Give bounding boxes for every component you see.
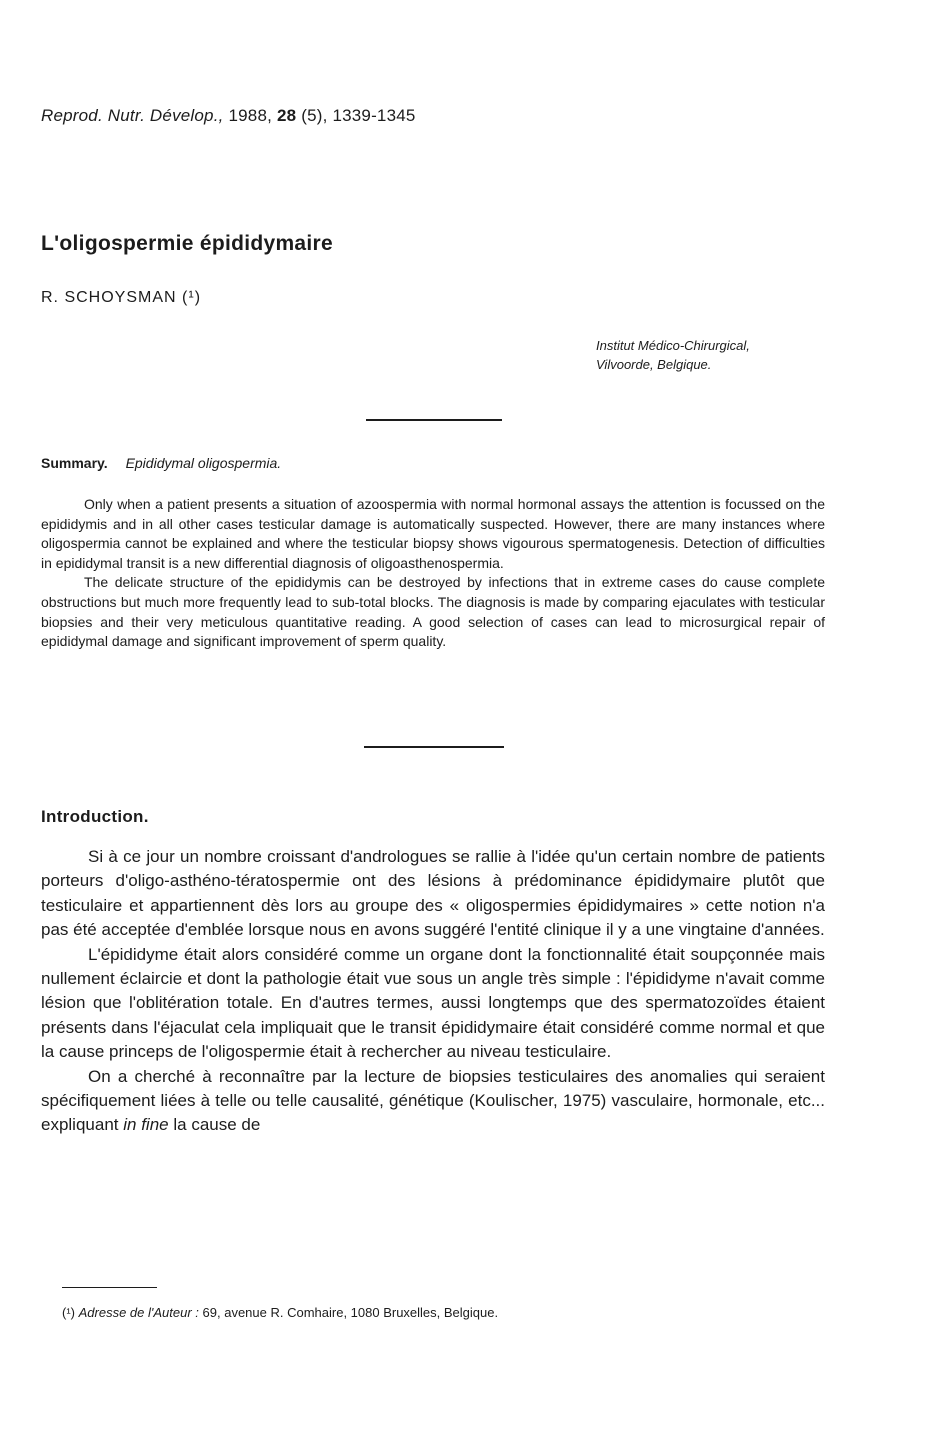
summary-paragraph-2: The delicate structure of the epididymis can be destroyed by infections that in extreme cases do cause complete obstructions but much more frequently lead to sub-total blocks. The diagnosis is made by comparing ejaculates with testicular biopsies and their very meticulous quantitative reading. A good selection of cases can lead to microsurgical repair of epididymal damage and significant improvement of sperm quality. [41,574,825,650]
introduction-body [41,845,825,1138]
footnote-label: Adresse de l'Auteur : [78,1305,199,1320]
introduction-paragraph-3-start: On a cherché à reconnaître par la lecture de biopsies testiculaires des anomalies qui seraient spécifiquement liées à telle ou telle causalité, génétique (Koulischer, 1975) vasculaire, hormonale, etc... expliquant [41,1066,825,1135]
introduction-heading: Introduction. [41,807,149,826]
affiliation-line-2: Vilvoorde, Belgique. [596,357,712,372]
affiliation-line-1: Institut Médico-Chirurgical, [596,338,750,353]
introduction-paragraph-3-italic: in fine [123,1115,169,1135]
footnote-rule [62,1287,157,1288]
journal-year: 1988, [228,106,273,125]
journal-name: Reprod. Nutr. Dévelop., [41,106,224,125]
introduction-paragraph-3-end: la cause de [173,1115,261,1135]
author-affiliation [596,336,750,374]
introduction-paragraph-3 [41,1065,825,1138]
summary-label: Summary. [41,455,108,471]
footnote-text: 69, avenue R. Comhaire, 1080 Bruxelles, Belgique. [202,1305,499,1320]
section-divider [364,746,504,748]
introduction-paragraph-1: Si à ce jour un nombre croissant d'andrologues se rallie à l'idée qu'un certain nombre de patients porteurs d'oligo-asthéno-tératospermie ont des lésions à prédominance épididymaire plutôt que testiculaire et appartiennent dès lors au groupe des « oligospermies épididymaires » cette notion n'a pas été acceptée d'emblée lorsque nous en avons suggéré l'entité clinique il y a une vingtaine d'années. [41,847,825,940]
author-footnote-ref: (¹) [182,289,202,306]
introduction-paragraph-2: L'épididyme était alors considéré comme un organe dont la fonctionnalité était soupçonnée mais nullement éclaircie et dont la pathologie était vue sous un angle très simple : l'épididyme n'avait comme lésion que l'oblitération totale. En d'autres termes, aussi longtemps que des spermatozoïdes étaient présents dans l'éjaculat cela impliquait que le transit épididymaire était considéré comme normal et que la cause princeps de l'oligospermie était à rechercher au niveau testiculaire. [41,944,825,1062]
journal-volume: 28 [276,106,297,125]
journal-citation [41,106,416,126]
summary-body [41,495,825,652]
article-author [41,289,201,307]
summary-subtitle: Epididymal oligospermia. [125,455,282,471]
journal-issue-pages: (5), 1339-1345 [301,106,416,125]
footnote-marker: (¹) [62,1305,75,1320]
article-title: L'oligospermie épididymaire [41,232,333,255]
summary-paragraph-1: Only when a patient presents a situation of azoospermia with normal hormonal assays the attention is focussed on the epididymis and in all other cases testicular damage is automatically suspected. However, there are many instances where oligospermia cannot be explained and where the testicular biopsy shows vigourous spermatogenesis. Detection of difficulties in epididymal transit is a new differential diagnosis of oligoasthenospermia. [41,496,825,571]
footnote [62,1305,498,1320]
section-divider [366,419,502,421]
author-name: R. SCHOYSMAN [41,289,177,306]
summary-heading [41,455,281,471]
